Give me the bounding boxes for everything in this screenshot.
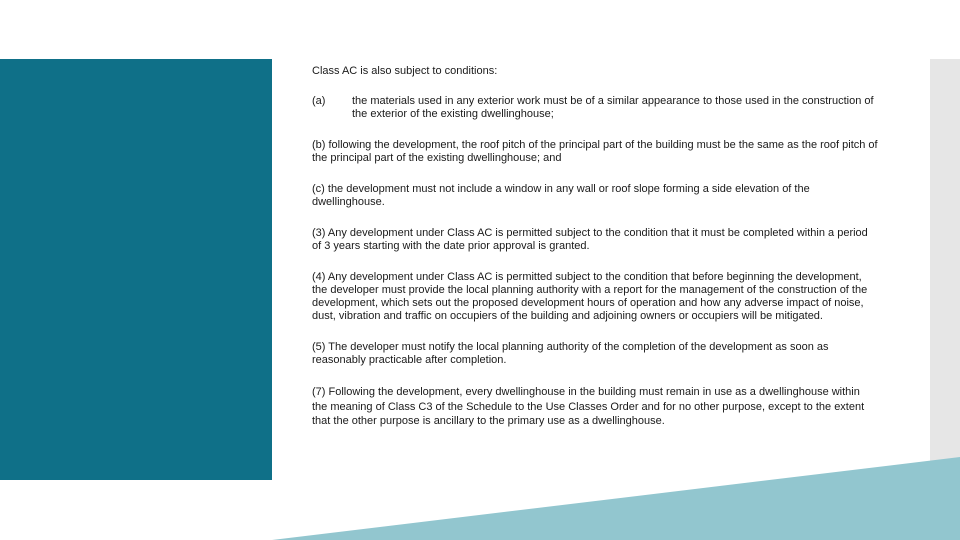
condition-c: (c) the development must not include a window in any wall or roof slope forming a side elevation of the dwellinghouse.	[312, 183, 810, 208]
condition-4: (4) Any development under Class AC is permitted subject to the condition that before beginning the development, the developer must provide the local planning authority with a report for the management of the construction of the development, which sets out the proposed development hours of operation and how any adverse impact of noise, dust, vibration and traffic on occupiers of the building and adjoining owners or occupiers will be mitigated.	[312, 271, 868, 322]
condition-a-marker: (a)	[312, 95, 326, 107]
side-strip	[930, 59, 960, 540]
condition-a-text: the materials used in any exterior work must be of a similar appearance to those used in the construction of the exterior of the existing dwellinghouse;	[352, 95, 874, 120]
intro-text: Class AC is also subject to conditions:	[312, 65, 498, 77]
condition-a	[312, 95, 878, 121]
condition-b: (b) following the development, the roof pitch of the principal part of the building must be the same as the roof pitch of the principal part of the existing dwellinghouse; and	[312, 139, 878, 164]
condition-3: (3) Any development under Class AC is permitted subject to the condition that it must be completed within a period of 3 years starting with the date prior approval is granted.	[312, 227, 868, 252]
condition-5: (5) The developer must notify the local planning authority of the completion of the development as soon as reasonably practicable after completion.	[312, 341, 829, 366]
slide-content	[312, 65, 878, 429]
condition-7: (7) Following the development, every dwellinghouse in the building must remain in use as a dwellinghouse within the meaning of Class C3 of the Schedule to the Use Classes Order and for no other purpose, except to the extent that the other purpose is ancillary to the primary use as a dwellinghouse.	[312, 386, 865, 427]
accent-panel	[0, 59, 272, 480]
